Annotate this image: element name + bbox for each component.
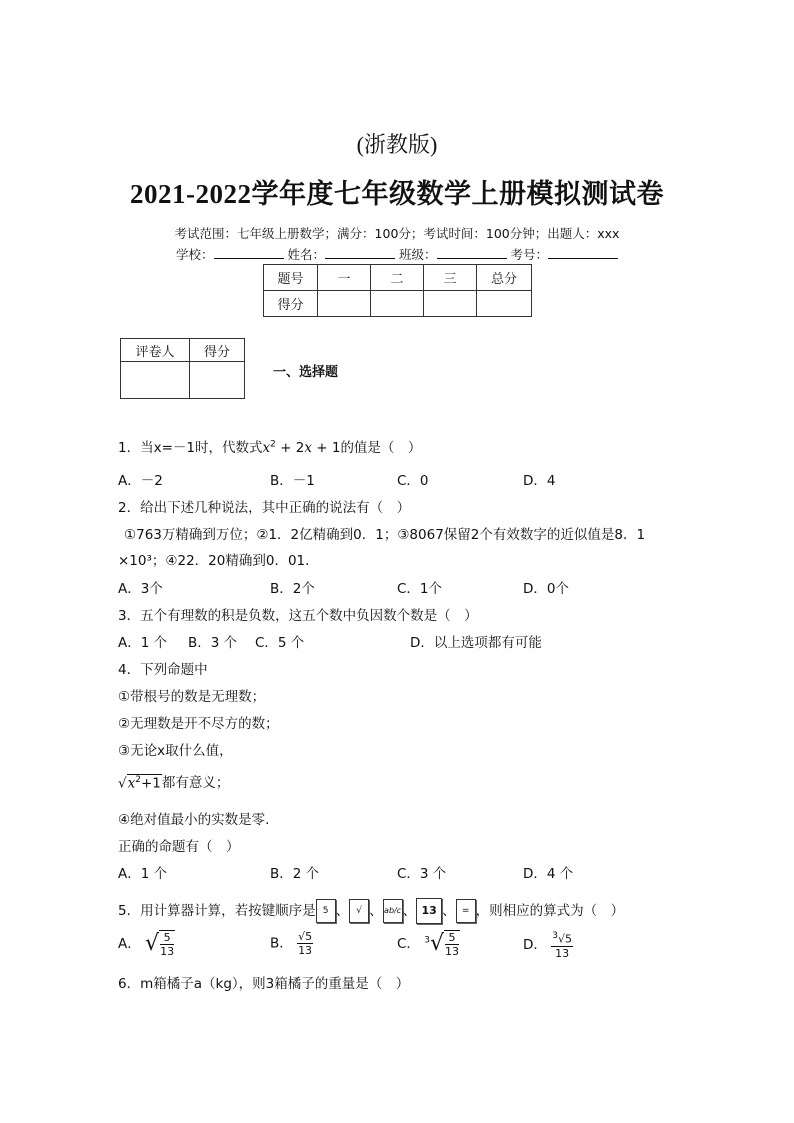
q5-option-a[interactable] xyxy=(118,930,175,958)
q5-option-a-label: A． xyxy=(118,936,141,952)
score-row-label: 得分 xyxy=(264,291,318,317)
class-blank[interactable] xyxy=(437,246,507,259)
table-row xyxy=(121,362,245,399)
q4-option-a[interactable]: A．1 个 xyxy=(118,866,168,882)
score-header-cell: 总分 xyxy=(477,265,532,291)
school-label: 学校： xyxy=(175,247,214,262)
fraction xyxy=(551,930,573,960)
q1-stem-start: 1．当x=－1时，代数式 xyxy=(118,440,263,456)
numerator: 5 xyxy=(445,931,459,945)
key-13: 13 xyxy=(416,898,442,924)
q3-option-a[interactable]: A．1 个 xyxy=(118,635,168,651)
reviewer-header: 评卷人 xyxy=(121,339,190,362)
question-2-statements: ①763万精确到万位；②1．2亿精确到0．1；③8067保留2个有效数字的近似值是8．1 xyxy=(124,527,646,543)
score-cell[interactable] xyxy=(318,291,371,317)
q1-expression: $x^2 + 2x + 1$ xyxy=(262,439,341,456)
q4-ask: 正确的命题有（ ） xyxy=(118,839,240,855)
student-fields xyxy=(0,245,794,263)
score-header-cell: 二 xyxy=(371,265,424,291)
grader-score-header: 得分 xyxy=(190,339,245,362)
score-table xyxy=(263,264,532,317)
reviewer-cell[interactable] xyxy=(121,362,190,399)
separator: 、 xyxy=(369,903,383,919)
sqrt-expression: $√x^2+1$ xyxy=(118,775,161,792)
root-index: 3 xyxy=(424,935,430,946)
question-2-statements-cont: ×10³；④22．20精确到0．01． xyxy=(118,553,319,569)
question-4-stem: 4．下列命题中 xyxy=(118,662,208,678)
denominator: 13 xyxy=(445,945,459,958)
table-row xyxy=(264,265,532,291)
q1-option-c[interactable]: C．0 xyxy=(397,473,429,489)
separator: 、 xyxy=(442,903,456,919)
question-5-stem xyxy=(118,898,624,924)
q5-stem-start: 5．用计算器计算，若按键顺序是 xyxy=(118,903,316,919)
q4-option-d[interactable]: D．4 个 xyxy=(523,866,574,882)
score-cell[interactable] xyxy=(424,291,477,317)
q2-option-a[interactable]: A．3个 xyxy=(118,581,163,597)
id-blank[interactable] xyxy=(548,246,618,259)
q5-option-c[interactable] xyxy=(397,930,460,958)
q3-option-c[interactable]: C．5 个 xyxy=(255,635,305,651)
key-fraction: ab/c xyxy=(383,899,403,923)
table-row xyxy=(264,291,532,317)
school-blank[interactable] xyxy=(214,246,284,259)
q4-statement-3-cont xyxy=(118,771,229,792)
key-sqrt: √ xyxy=(349,899,369,923)
sqrt-icon: √ $\frac{5}{13}$ xyxy=(145,931,175,958)
class-label: 班级： xyxy=(398,247,437,262)
denominator: 13 xyxy=(160,945,175,958)
numerator: 5 xyxy=(160,931,174,945)
q4-statement-1: ①带根号的数是无理数； xyxy=(118,689,266,705)
sqrt-icon: √ $\frac{5}{13}$ xyxy=(429,931,459,958)
q4-option-c[interactable]: C．3 个 xyxy=(397,866,447,882)
question-1-stem xyxy=(118,436,421,456)
score-cell[interactable] xyxy=(477,291,532,317)
separator: 、 xyxy=(402,903,417,919)
q5-option-b-label: B． xyxy=(270,935,293,952)
exam-info: 考试范围：七年级上册数学；满分：100分；考试时间：100分钟；出题人：xxx xyxy=(174,226,620,241)
q2-option-b[interactable]: B．2个 xyxy=(270,581,315,597)
q1-option-b[interactable]: B．－1 xyxy=(270,473,315,489)
denominator: 13 xyxy=(298,944,313,957)
grader-table xyxy=(120,338,245,399)
q1-stem-end: 的值是（ ） xyxy=(340,440,422,456)
q4-statement-3: ③无论x取什么值， xyxy=(118,743,233,759)
q2-option-d[interactable]: D．0个 xyxy=(523,581,569,597)
q4-statement-2: ②无理数是开不尽方的数； xyxy=(118,716,279,732)
score-cell[interactable] xyxy=(371,291,424,317)
name-label: 姓名： xyxy=(287,247,325,262)
q1-option-d[interactable]: D．4 xyxy=(523,473,556,489)
question-6-stem: 6．m箱橘子a（kg），则3箱橘子的重量是（ ） xyxy=(118,976,410,992)
key-5: 5 xyxy=(316,899,336,923)
denominator: 13 xyxy=(555,946,570,960)
q2-option-c[interactable]: C．1个 xyxy=(397,581,443,597)
question-3-stem: 3．五个有理数的积是负数，这五个数中负因数个数是（ ） xyxy=(118,608,478,624)
q5-option-d-label: D． xyxy=(523,936,547,953)
score-header-cell: 三 xyxy=(424,265,477,291)
key-equals: = xyxy=(456,899,476,923)
q5-option-c-label: C． xyxy=(397,936,420,952)
section-title: 一、选择题 xyxy=(273,365,339,380)
exam-title: 2021-2022学年度七年级数学上册模拟测试卷 xyxy=(130,179,664,209)
score-header-cell: 一 xyxy=(318,265,371,291)
q5-stem-end: ，则相应的算式为（ ） xyxy=(475,903,625,919)
q5-option-d[interactable] xyxy=(523,930,573,960)
edition-label: (浙教版) xyxy=(356,132,438,157)
fraction xyxy=(297,930,313,957)
name-blank[interactable] xyxy=(325,246,395,259)
score-header-cell: 题号 xyxy=(264,265,318,291)
q5-option-b[interactable] xyxy=(270,930,313,957)
numerator: √5 xyxy=(298,930,313,943)
q3-option-d[interactable]: D．以上选项都有可能 xyxy=(410,635,542,651)
numerator: $^3$√5 xyxy=(552,931,572,946)
q4-option-b[interactable]: B．2 个 xyxy=(270,866,320,882)
id-label: 考号： xyxy=(510,247,548,262)
separator: 、 xyxy=(335,903,350,919)
grader-score-cell[interactable] xyxy=(190,362,245,399)
table-row xyxy=(121,339,245,362)
q4-statement-3-tail: 都有意义； xyxy=(161,775,230,791)
question-2-stem: 2．给出下述几种说法，其中正确的说法有（ ） xyxy=(118,500,411,516)
q4-statement-4: ④绝对值最小的实数是零. xyxy=(118,812,270,828)
q1-option-a[interactable]: A．－2 xyxy=(118,473,163,489)
q3-option-b[interactable]: B．3 个 xyxy=(188,635,238,651)
